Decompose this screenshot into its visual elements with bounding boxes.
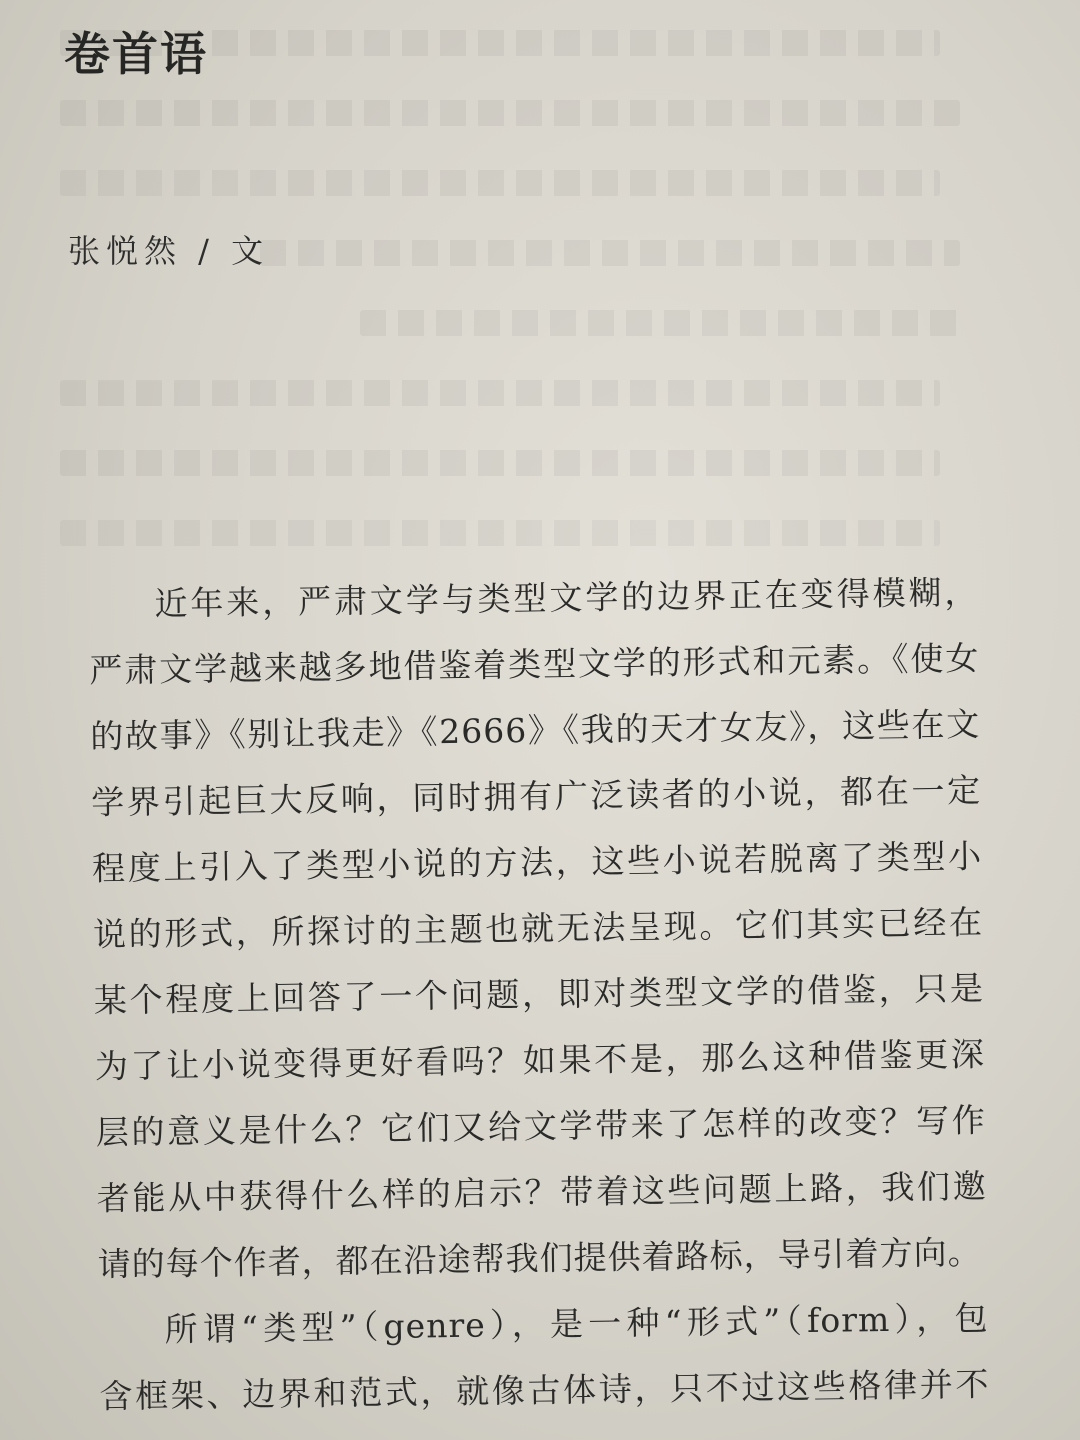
text-line: 程度上引入了类型小说的方法，这些小说若脱离了类型小	[91, 836, 983, 888]
bleed-through-texture	[60, 10, 1060, 610]
page-title: 卷首语	[64, 27, 208, 81]
author-byline: 张悦然 / 文	[68, 232, 270, 270]
text-line: 说的形式，所探讨的主题也就无法呈现。它们其实已经在	[92, 902, 984, 954]
text-line: 为了让小说变得更好看吗？如果不是，那么这种借鉴更深	[94, 1034, 986, 1086]
text-line: 所谓“类型”（genre），是一种“形式”（form），包	[164, 1298, 989, 1350]
text-line: 某个程度上回答了一个问题，即对类型文学的借鉴，只是	[93, 968, 985, 1020]
text-line: 的故事》《别让我走》《2666》《我的天才女友》，这些在文	[90, 704, 981, 756]
text-line: 请的每个作者，都在沿途帮我们提供着路标，导引着方向。	[97, 1232, 982, 1284]
text-line: 近年来，严肃文学与类型文学的边界正在变得模糊，	[154, 572, 979, 624]
text-line: 学界引起巨大反响，同时拥有广泛读者的小说，都在一定	[90, 770, 982, 822]
text-line: 层的意义是什么？它们又给文学带来了怎样的改变？写作	[95, 1100, 987, 1152]
article-body	[88, 560, 990, 1430]
text-line: 含框架、边界和范式，就像古体诗，只不过这些格律并不	[99, 1364, 990, 1416]
text-line: 严肃文学越来越多地借鉴着类型文学的形式和元素。《使女	[89, 638, 980, 690]
text-line: 者能从中获得什么样的启示？带着这些问题上路，我们邀	[96, 1166, 987, 1218]
